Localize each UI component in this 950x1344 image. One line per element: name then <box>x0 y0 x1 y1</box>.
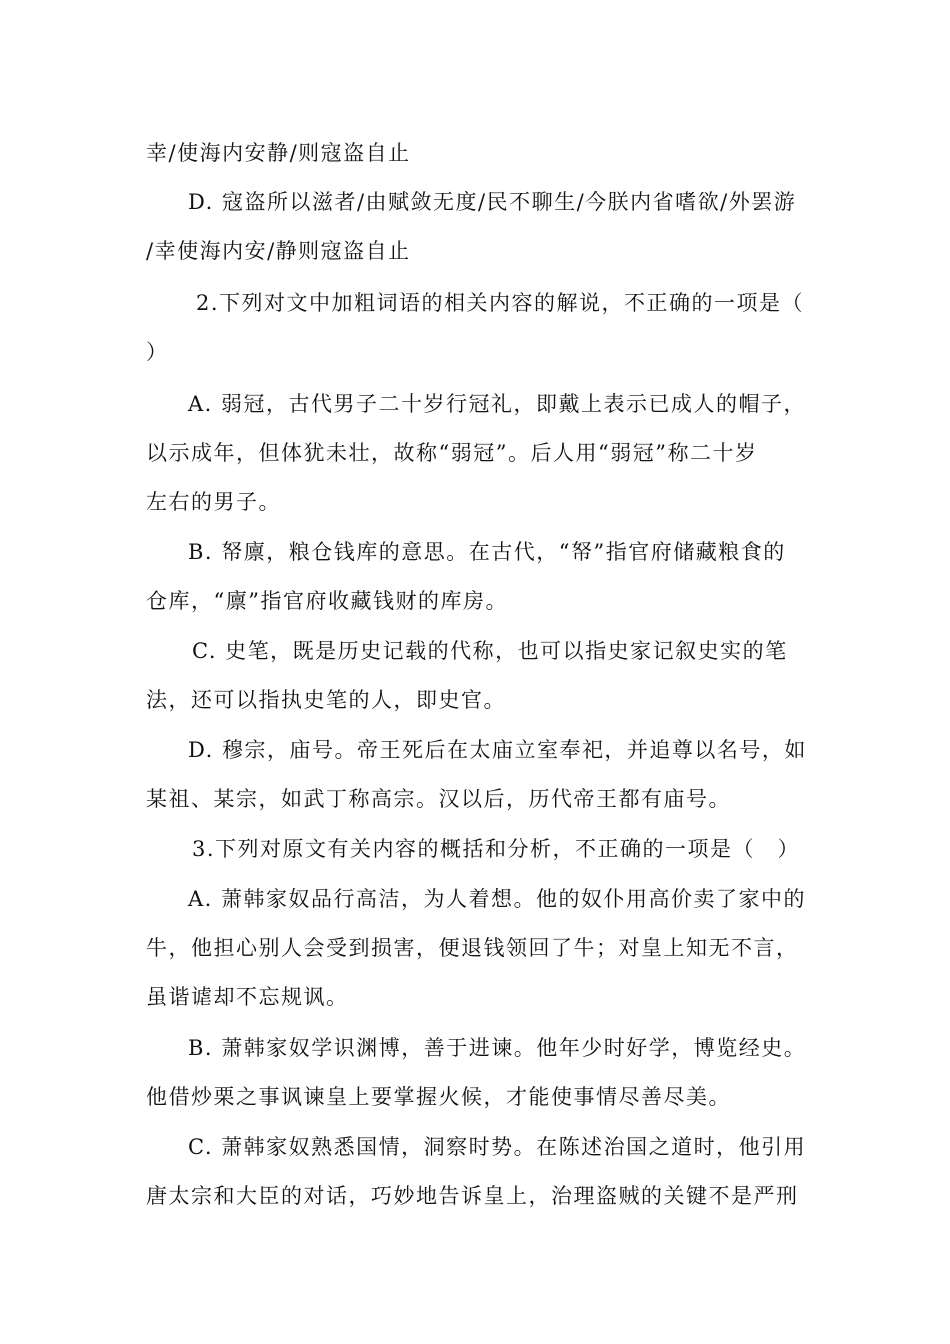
text-line: 某祖、某宗，如武丁称高宗。汉以后，历代帝王都有庙号。 <box>146 787 731 811</box>
question-2-line: 2.下列对文中加粗词语的相关内容的解说，不正确的一项是（ <box>196 291 805 315</box>
option-b-line: B. 帑廪，粮仓钱库的意思。在古代，“帑”指官府储藏粮食的 <box>188 540 786 564</box>
text-line: ） <box>146 340 169 364</box>
option-c-line: C. 萧韩家奴熟悉国情，洞察时势。在陈述治国之道时，他引用 <box>188 1135 807 1159</box>
text-line: 幸/使海内安静/则寇盗自止 <box>146 141 411 165</box>
option-d-line: D. 穆宗，庙号。帝王死后在太庙立室奉祀，并追尊以名号，如 <box>188 738 807 762</box>
text-line: 以示成年，但体犹未壮，故称“弱冠”。后人用“弱冠”称二十岁 <box>146 441 758 465</box>
text-line: 左右的男子。 <box>146 490 281 514</box>
option-d-line: D. 寇盗所以滋者/由赋敛无度/民不聊生/今朕内省嗜欲/外罢游 <box>188 190 797 214</box>
text-line: /幸使海内安/静则寇盗自止 <box>146 239 411 263</box>
text-line: 他借炒栗之事讽谏皇上要掌握火候，才能使事情尽善尽美。 <box>146 1085 731 1109</box>
option-b-line: B. 萧韩家奴学识渊博，善于进谏。他年少时好学，博览经史。 <box>188 1036 807 1060</box>
text-line: 虽谐谑却不忘规讽。 <box>146 985 349 1009</box>
text-line: 仓库，“廪”指官府收藏钱财的库房。 <box>146 589 508 613</box>
text-line: 牛，他担心别人会受到损害，便退钱领回了牛；对皇上知无不言， <box>146 936 799 960</box>
text-line: 唐太宗和大臣的对话，巧妙地告诉皇上，治理盗贼的关键不是严刑 <box>146 1184 799 1208</box>
option-c-line: C. 史笔，既是历史记载的代称，也可以指史家记叙史实的笔 <box>192 639 788 663</box>
option-a-line: A. 弱冠，古代男子二十岁行冠礼，即戴上表示已成人的帽子， <box>188 392 807 416</box>
text-line: 法，还可以指执史笔的人，即史官。 <box>146 688 506 712</box>
question-3-line: 3.下列对原文有关内容的概括和分析，不正确的一项是（ ） <box>192 837 801 861</box>
option-a-line: A. 萧韩家奴品行高洁，为人着想。他的奴仆用高价卖了家中的 <box>188 887 807 911</box>
